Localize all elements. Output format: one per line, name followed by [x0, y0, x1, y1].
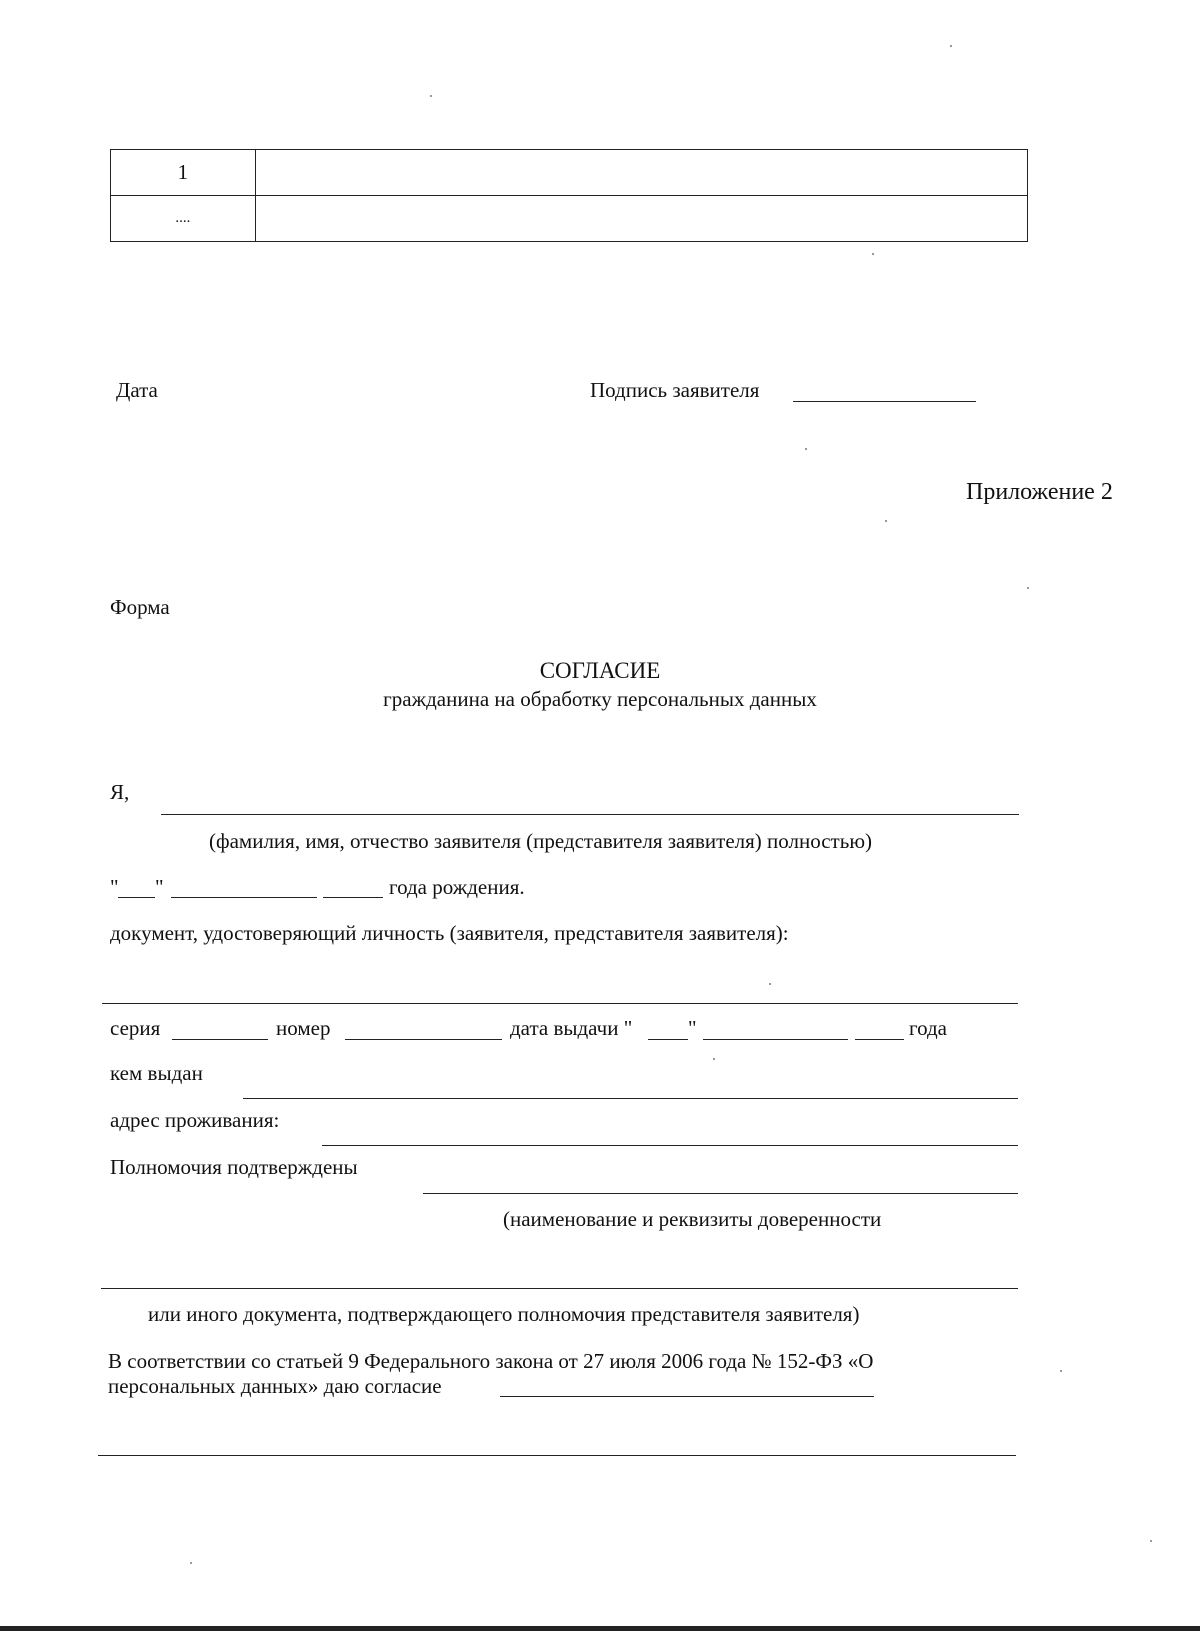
scan-speck: [872, 253, 874, 255]
scan-speck: [190, 1562, 192, 1564]
document-title: СОГЛАСИЕ: [539, 658, 661, 683]
i-label: Я,: [110, 780, 130, 804]
address-label: адрес проживания:: [110, 1108, 280, 1132]
row-value-cell: [255, 196, 1027, 242]
issue-day-line: [648, 1039, 688, 1040]
document-subtitle: гражданина на обработку персональных данных: [383, 687, 817, 711]
series-label: серия: [110, 1016, 161, 1040]
consent-text-line-1: В соответствии со статьей 9 Федерального закона от 27 июля 2006 года № 152-ФЗ «О: [108, 1349, 874, 1373]
scan-speck: [713, 1058, 715, 1060]
issue-month-line: [703, 1039, 848, 1040]
birth-quote-close: ": [155, 875, 164, 899]
scan-speck: [950, 45, 952, 47]
appendix-label: Приложение 2: [966, 479, 1113, 505]
scan-speck: [885, 520, 887, 522]
scan-speck: [805, 448, 807, 450]
series-line: [172, 1039, 268, 1040]
birth-label: года рождения.: [389, 875, 525, 899]
row-value-cell: [255, 150, 1027, 196]
address-line: [322, 1145, 1018, 1146]
year-label: года: [909, 1016, 947, 1040]
authority-caption-2: или иного документа, подтверждающего полномочия представителя заявителя): [148, 1302, 860, 1326]
table-row: [111, 196, 1028, 242]
authority-caption-1: (наименование и реквизиты доверенности: [503, 1207, 882, 1231]
date-label: Дата: [116, 378, 158, 402]
signature-label: Подпись заявителя: [590, 378, 760, 402]
authority-line: [423, 1193, 1018, 1194]
authority-doc-line: [101, 1288, 1018, 1289]
issue-date-quote-close: ": [688, 1016, 697, 1040]
fio-caption: (фамилия, имя, отчество заявителя (представителя заявителя) полностью): [209, 829, 872, 853]
fio-line: [161, 814, 1019, 815]
scan-speck: [769, 983, 771, 985]
consent-continuation-line: [98, 1455, 1016, 1456]
birth-quote-open: ": [110, 875, 119, 899]
scan-bottom-edge: [0, 1626, 1200, 1631]
birth-day-line: [118, 897, 155, 898]
id-document-line: [102, 1003, 1018, 1004]
number-label: номер: [276, 1016, 331, 1040]
scan-speck: [430, 95, 432, 97]
issue-year-line: [855, 1039, 904, 1040]
birth-year-line: [323, 897, 383, 898]
form-label: Форма: [110, 595, 170, 619]
authority-label: Полномочия подтверждены: [110, 1155, 358, 1179]
consent-text-line-2: персональных данных» даю согласие: [108, 1374, 442, 1398]
issued-by-label: кем выдан: [110, 1061, 203, 1085]
scan-speck: [1060, 1370, 1062, 1372]
issue-date-label: дата выдачи ": [510, 1016, 633, 1040]
signature-line: [793, 401, 976, 402]
row-number-cell: ....: [111, 196, 256, 242]
issued-by-line: [243, 1098, 1018, 1099]
scan-speck: [1027, 587, 1029, 589]
scan-speck: [1150, 1540, 1152, 1542]
birth-month-line: [171, 897, 317, 898]
items-table: [110, 149, 1028, 242]
number-line: [345, 1039, 502, 1040]
id-document-label: документ, удостоверяющий личность (заявителя, представителя заявителя):: [110, 921, 789, 945]
table-row: [111, 150, 1028, 196]
consent-subject-line: [500, 1396, 874, 1397]
row-number-cell: 1: [111, 150, 256, 196]
